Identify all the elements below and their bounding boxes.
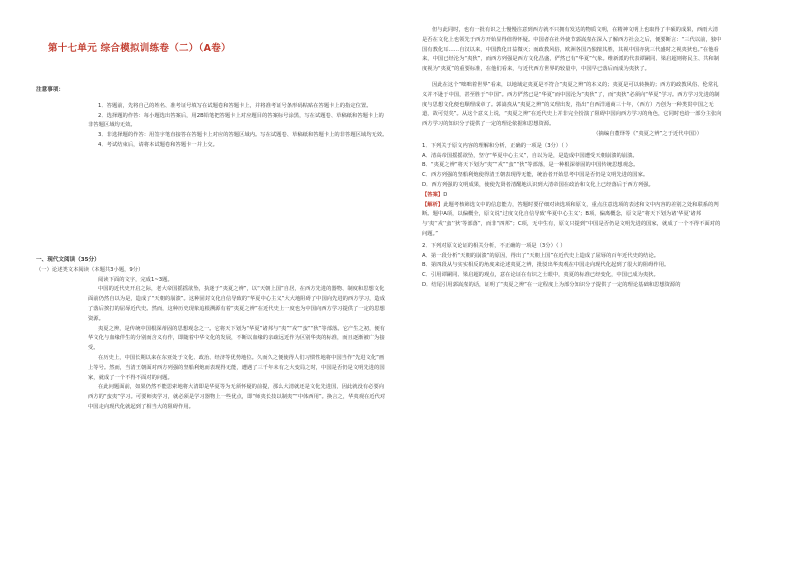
question-2-option-a: A．第一段分析“天朝的崩溃”的原因，得出了“天朝上国”在近代史上造成了屈辱的百年近代史的结论。	[422, 252, 660, 259]
section1-block	[36, 256, 388, 413]
paragraph: 但与此同时，也有一批有识之士慢慢注意到西方就不只拥有发达的物质文明，在精神文明上也取得了丰硕的成果，西雨大清是否在文化上也领先于西方开始显得值得怀疑。中国者在社外使节郭嵩焘在深入了解西方社会之后，便要断言：“三代以前，独中国有教化耳……自汉以来，中国教化日益微灭；而政教风俗，欧洲各国乃独擅其胜，其视中国亦犹三代盛时之视夷狄也。”在他看来，中国已经沦为“夷狄”，而西方列强是西方文化昌盛，俨然已有“华夏”气象。维新派的代表谭嗣同、梁启超则将民主、共和制度视为“夷夏”的重要标准，在他们看来，与近代西方世界的较量中，中国早已落后而成为夷狄了。	[422, 27, 722, 73]
right-text-block	[422, 26, 722, 291]
paragraph: 因此在这个“咄咄着世界”看来，以地域定夷夏是不符合“夷夏之辨”的本义的；夷夏是可以转换的；西方的政教风俗、伦常礼义并不逊于中国，甚至胜于“中国”。西方俨然已是“华夏”而中国沦为“夷狄”了，而“夷狄”必须向“华夏”学习。西方学习先进的制度与思想文化便也顺理成章了。郭嵩焘从“夷夏之辨”的义理出发，指出“自西洋通商三十年，（西方）乃创为一种类贯中国之无道，故可觉矣”。从这个意义上说，“夷夏之辨”在近代史上并非完全扮演了阻碍中国向西方学习的角色，它同时也给一部分主张向西方学习的知识分子提供了一定的理论依据和思想资源。	[422, 81, 722, 128]
section1-body	[36, 276, 388, 413]
question-1-stem: 1．下列关于原文内容的理解和分析，正确的一项是（3分）（ ）	[422, 142, 571, 149]
paragraph: 在历史上，中国长期以来在东亚处于文化、政治、经济等优势地位。久而久之便使得人们习惯性地将中国当作“先进文化”画上等号。然而，当清王朝面对西方列强的坚船利炮而表现得无能，遭遇了三千年未有之大变局之时，中国是否仍是文明先进的国家，就成了一个不得不面对的问题。	[88, 354, 385, 381]
question-1-explanation	[422, 201, 722, 240]
notice-item: 3．非选择题的作答：用签字笔直接答在答题卡上对应的答题区域内。写在试题卷、草稿纸和答题卡上的非答题区域均无效。	[98, 132, 388, 139]
section-heading: 一、现代文阅读（35分）	[36, 257, 100, 263]
source-citation: （摘编自董绎等《“夷夏之辨”之于近代中国》）	[593, 130, 702, 137]
notice-block	[36, 86, 388, 151]
question-1-option-a: A．清高帝国摇摇欲坠，坚守“华夏中心主义”，自以为是，是造成中国遭受天朝崩溃的崩溃。	[422, 152, 638, 159]
paragraph: 在此问题面前，如果仍然不能思索地将大清即是华夏等为无须怀疑的前提，那么大清就还是文化先进国，因此就没有必要向西方的“蛮夷”学习。可要师夷学习，就必须是学习器物上一些优点，即“师夷长技以制夷”“中体西用”。换言之，华夷观在近代对中国走向现代化就起到了相当大的阻碍作用。	[88, 384, 386, 410]
subsection-heading: （一）论述类文本阅读（本题共3小题，9分）	[36, 266, 144, 273]
paragraph: 中国的近代史开启之际，老大帝国摇摇欲坠，执迷于“夷夏之辨”，以“天朝上国”自居，在西方先进的器物、制度和思想文化面前仍然自以为是，造成了“天朝的崩溃”。这种固封文化自信导致的“华夏中心主义”大大地阻碍了中国向先进的西方学习，造成了落后挨打的屈辱近代史。然而，这种历史现象追根溯源有着“夷夏之辨”在近代史上一度也为中国向西方学习提供了一定的思想资源。	[88, 286, 386, 322]
page-title: 第十七单元 综合模拟训练卷（二）（A卷）	[48, 43, 231, 54]
question-1-option-d: D．西方列强的文明成果，使使先贤者清醒地认识到大清帝国在政治和文化上已经落后于西方列强。	[422, 181, 654, 188]
answer-value: D	[443, 191, 448, 198]
question-2-option-d: D．结尾引用郭嵩焘的话，证明了“夷夏之辨”在一定程度上为部分知识分子提供了一定的理论基础和思想资源的	[422, 281, 681, 288]
question-2-option-b: B．第四段从与实实相反的角度来论述夷夏之辨，批驳出华夷观在中国走向现代化起到了很大的阻碍作用。	[422, 262, 670, 269]
notice-item: 4．考试结束后，请将本试题卷和答题卡一并上交。	[98, 141, 218, 148]
notice-item: 2．选择题的作答：每小题选出答案后，用2B铅笔把答题卡上对应题目的答案标号涂黑，写在试题卷、草稿纸和答题卡上的非答题区域均无效。	[88, 112, 384, 129]
explanation-label: 【解析】	[422, 201, 444, 208]
question-2-option-c: C．引用谭嗣同、梁启超的观点，意在论证在有识之士眼中，夷夏的标准已经变化，中国已成为夷狄。	[422, 272, 659, 279]
explanation-text: 此题考核筛选文中的信息能力，答题时要仔细对读选项和原文，重点注意选项的表述和文中内容的差别之处和联系的判断。题中A项，以偏概全，原文说“过度文化自信导致‘华夏中心主义’；B项，偏离概念，原文是“将天下划为诸‘华夏’诸邦与‘夷’‘戎’‘蛮’‘狄’等部落”，而非“四邦”；C项，无中生有，原文只提到“中国是否仍是文明先进的国家，就成了一个不得不面对的问题。”	[422, 201, 721, 237]
paragraph: 夷夏之辨，是传统中国根深蒂固的思想观念之一。它将天下划为“华夏”诸邦与“夷”“戎”“蛮”“狄”等部落。它产生之初，便有华文化与血缘伴生的分别而含义有作，即随着中华文化的发展，不断以血缘的亲疏远近作为区别华夷的标准，而且逐渐被广为接受。	[88, 325, 385, 352]
question-1-option-b: B．“夷夏之辨”将天下划为“夷”“戎”“蛮”“狄”等部落，是一种根深蒂固的中国传统思想观念。	[422, 162, 639, 169]
question-1-option-c: C．西方列强的坚船利炮使得清王朝表现得无能，统治者开始思考中国是否仍是文明先进的国家。	[422, 172, 649, 179]
question-2-stem: 2．下列对原文论证的相关分析，不正确的一项是（3分）（ ）	[422, 242, 566, 249]
question-1-answer	[422, 191, 722, 201]
intro-text: 阅读下面的文字，完成1~3题。	[98, 276, 173, 283]
answer-label: 【答案】	[422, 191, 444, 198]
notice-item: 1．答题前，先将自己的姓名、准考证号填写在试题卷和答题卡上，并将准考证号条形码粘贴在答题卡上的指定位置。	[98, 102, 372, 109]
notice-heading: 注意事项：	[36, 87, 64, 93]
